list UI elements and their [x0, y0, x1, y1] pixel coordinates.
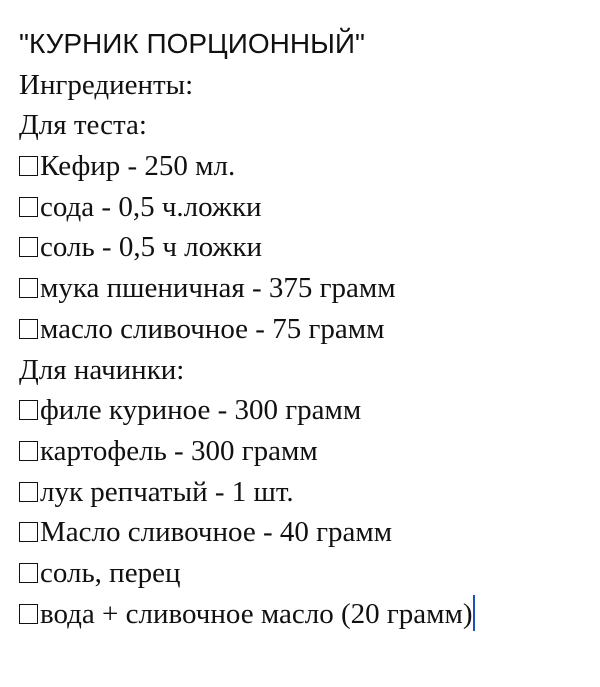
dough-item — [19, 146, 594, 187]
dough-item-text: масло сливочное - 75 грамм — [40, 312, 385, 345]
dough-item-text: сода - 0,5 ч.ложки — [40, 190, 262, 223]
filling-heading: Для начинки: — [19, 353, 185, 386]
checkbox-square-icon — [19, 319, 38, 339]
dough-item-text: соль - 0,5 ч ложки — [40, 231, 263, 264]
checkbox-square-icon — [19, 482, 38, 502]
dough-heading: Для теста: — [19, 109, 147, 142]
dough-item-text: мука пшеничная - 375 грамм — [40, 272, 396, 305]
filling-item — [19, 472, 594, 513]
document-text-area[interactable] — [19, 24, 594, 634]
checkbox-square-icon — [19, 563, 38, 583]
filling-item — [19, 431, 594, 472]
dough-item — [19, 227, 594, 268]
dough-item — [19, 187, 594, 228]
checkbox-square-icon — [19, 400, 38, 420]
checkbox-square-icon — [19, 197, 38, 217]
dough-item — [19, 309, 594, 350]
filling-item — [19, 553, 594, 594]
dough-item — [19, 268, 594, 309]
filling-item-text: Масло сливочное - 40 грамм — [40, 516, 393, 549]
text-cursor-caret — [473, 595, 475, 631]
filling-item-text: лук репчатый - 1 шт. — [40, 475, 294, 508]
filling-item-text: вода + сливочное масло (20 грамм) — [40, 597, 473, 630]
recipe-title: "КУРНИК ПОРЦИОННЫЙ" — [19, 28, 365, 59]
checkbox-square-icon — [19, 522, 38, 542]
filling-item — [19, 594, 594, 635]
filling-item-text: филе куриное - 300 грамм — [40, 394, 362, 427]
dough-item-text: Кефир - 250 мл. — [40, 150, 236, 183]
checkbox-square-icon — [19, 604, 38, 624]
filling-item — [19, 512, 594, 553]
checkbox-square-icon — [19, 237, 38, 257]
checkbox-square-icon — [19, 278, 38, 298]
filling-item-text: соль, перец — [40, 556, 181, 589]
filling-item — [19, 390, 594, 431]
checkbox-square-icon — [19, 156, 38, 176]
checkbox-square-icon — [19, 441, 38, 461]
ingredients-heading: Ингредиенты: — [19, 68, 194, 101]
filling-item-text: картофель - 300 грамм — [40, 434, 318, 467]
